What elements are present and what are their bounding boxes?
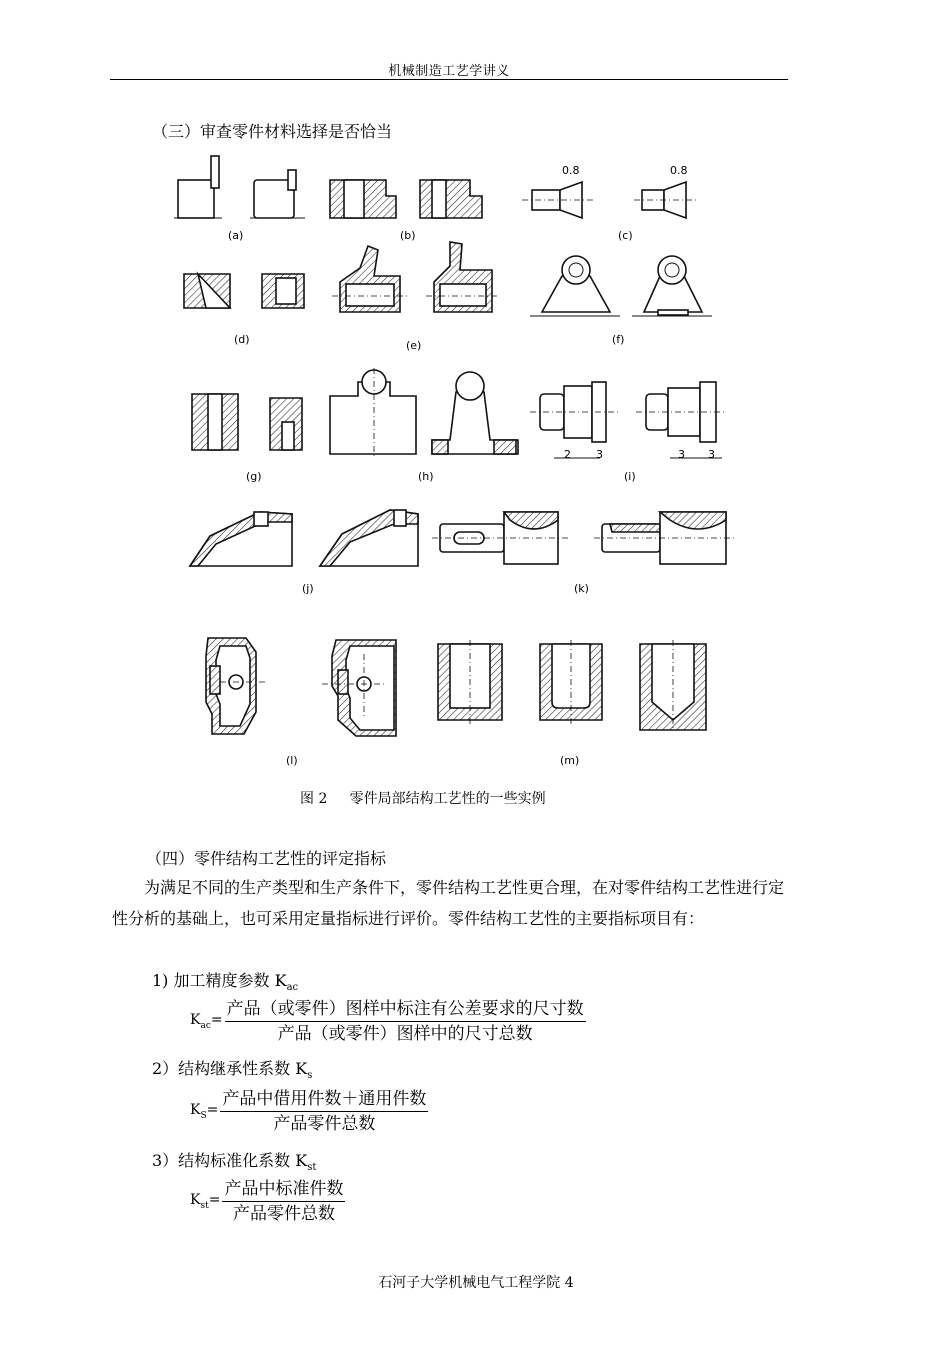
formula-ks-denominator: 产品零件总数 — [273, 1114, 376, 1134]
formula-kst-denominator: 产品零件总数 — [232, 1204, 335, 1224]
drawing-a — [174, 156, 305, 218]
figure-label-c: (c) — [618, 229, 633, 242]
page-header: 机械制造工艺学讲义 — [388, 64, 510, 79]
figure-label-e: (e) — [406, 339, 422, 352]
figure-structural-examples — [150, 146, 742, 780]
drawing-h — [330, 368, 518, 458]
drawing-l — [206, 638, 396, 736]
roughness-1: 0.8 — [562, 164, 580, 177]
header-rule — [110, 79, 788, 80]
drawing-b — [330, 180, 482, 218]
page-footer: 石河子大学机械电气工程学院 4 — [378, 1275, 574, 1291]
drawing-g — [192, 394, 302, 450]
drawing-d — [184, 274, 304, 308]
drawing-m — [438, 640, 706, 730]
formula-kac-denominator: 产品（或零件）图样中的尺寸总数 — [277, 1024, 533, 1044]
drawing-k — [432, 512, 734, 564]
drawing-i — [530, 382, 726, 461]
figure-label-a: (a) — [228, 229, 244, 242]
figure-label-l: (l) — [286, 754, 298, 767]
formula-kst-numerator: 产品中标准件数 — [222, 1178, 345, 1202]
dim-i-4: 3 — [708, 448, 715, 461]
figure-label-h: (h) — [418, 470, 434, 483]
item-2-title: 2）结构继承性系数 $K_s$ — [152, 1059, 313, 1082]
formula-ks: $K_S=$ $\frac{\text{产品中借用件数＋通用件数}}{\text{产品零件总数}}$ — [190, 1089, 427, 1134]
figure-label-g: (g) — [246, 470, 262, 483]
item-3-title: 3）结构标准化系数 $K_{st}$ — [152, 1151, 317, 1174]
drawing-c — [522, 164, 698, 218]
item-1-title: 1) 加工精度参数 $K_{ac}$ — [152, 971, 299, 994]
drawing-j — [190, 510, 418, 566]
drawing-e — [332, 242, 500, 312]
dim-i-1: 2 — [564, 448, 571, 461]
dim-i-2: 3 — [596, 448, 603, 461]
figure-label-b: (b) — [400, 229, 416, 242]
section-4-heading: （四）零件结构工艺性的评定指标 — [146, 849, 387, 868]
figure-label-k: (k) — [574, 582, 589, 595]
dim-i-3: 3 — [678, 448, 685, 461]
section-3-heading: （三）审查零件材料选择是否恰当 — [152, 122, 393, 141]
figure-label-f: (f) — [612, 333, 625, 346]
formula-kac: $K_{ac}=$ $\frac{\text{产品（或零件）图样中标注有公差要求的尺寸数}}{\text{产品（或零件）图样中的尺寸总数}}$ — [190, 999, 584, 1044]
figure-label-d: (d) — [234, 333, 250, 346]
figure-label-m: (m) — [560, 754, 580, 767]
figure-label-j: (j) — [302, 582, 314, 595]
figure-caption: 图 2 零件局部结构工艺性的一些实例 — [300, 791, 546, 807]
drawing-f — [530, 256, 712, 316]
roughness-2: 0.8 — [670, 164, 688, 177]
formula-kac-numerator: 产品（或零件）图样中标注有公差要求的尺寸数 — [225, 998, 586, 1022]
formula-ks-numerator: 产品中借用件数＋通用件数 — [220, 1088, 428, 1112]
formula-kst: $K_{st}=$ $\frac{\text{产品中标准件数}}{\text{产品零件总数}}$ — [190, 1179, 344, 1224]
section-4-paragraph: 为满足不同的生产类型和生产条件下，零件结构工艺性更合理，在对零件结构工艺性进行定性分析的基础上，也可采用定量指标进行评价。零件结构工艺性的主要指标项目有： — [112, 878, 785, 928]
figure-label-i: (i) — [624, 470, 636, 483]
